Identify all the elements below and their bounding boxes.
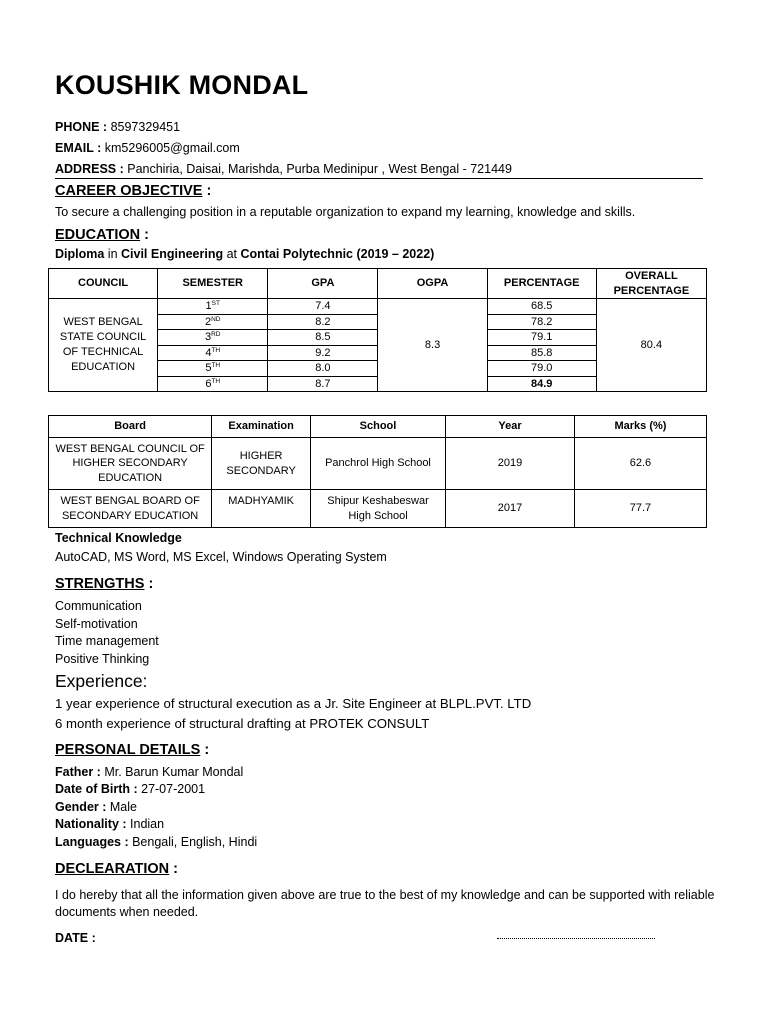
percentage-cell: 85.8 (487, 345, 596, 361)
diploma-table (48, 268, 707, 392)
ogpa-cell: 8.3 (378, 299, 487, 392)
percentage-cell: 79.0 (487, 361, 596, 377)
languages-line: Languages : Bengali, English, Hindi (55, 835, 258, 849)
board-cell: WEST BENGAL COUNCIL OF HIGHER SECONDARY EDUCATION (49, 438, 212, 490)
header-overall-percentage: OVERALL PERCENTAGE (596, 269, 706, 299)
header-ogpa: OGPA (378, 269, 487, 299)
declaration-text: I do hereby that all the information given above are true to the best of my knowledge and can be supported with reliable documents when needed. (55, 888, 715, 919)
header-school: School (310, 416, 445, 438)
nationality-line: Nationality : Indian (55, 817, 165, 831)
diploma-line: Diploma in Civil Engineering at Contai Polytechnic (2019 – 2022) (55, 247, 435, 261)
gpa-cell: 8.7 (268, 376, 378, 392)
header-semester: SEMESTER (158, 269, 268, 299)
address-line (55, 162, 512, 176)
percentage-cell: 68.5 (487, 299, 596, 315)
declaration-heading: DECLEARATION : (55, 861, 178, 877)
header-divider (55, 178, 703, 179)
list-item: Time management (55, 634, 159, 648)
date-label: DATE : (55, 931, 96, 945)
header-marks: Marks (%) (574, 416, 706, 438)
year-cell: 2017 (446, 490, 575, 528)
year-cell: 2019 (446, 438, 575, 490)
technical-knowledge-text: AutoCAD, MS Word, MS Excel, Windows Operating System (55, 550, 387, 564)
percentage-cell: 79.1 (487, 330, 596, 346)
personal-details-heading: PERSONAL DETAILS : (55, 742, 210, 758)
semester-cell: 4TH (158, 345, 268, 361)
semester-cell: 2ND (158, 314, 268, 330)
email-line (55, 141, 240, 155)
signature-line (497, 938, 655, 939)
header-year: Year (446, 416, 575, 438)
school-cell: Panchrol High School (310, 438, 445, 490)
gpa-cell: 7.4 (268, 299, 378, 315)
phone-label: PHONE : (55, 120, 108, 134)
table-row (49, 438, 707, 490)
phone-line (55, 120, 180, 134)
gpa-cell: 8.5 (268, 330, 378, 346)
father-line: Father : Mr. Barun Kumar Mondal (55, 765, 244, 779)
table-row (49, 299, 707, 315)
school-table-header (49, 416, 707, 438)
email-label: EMAIL : (55, 141, 102, 155)
gender-line: Gender : Male (55, 800, 137, 814)
school-table (48, 415, 707, 528)
header-percentage: PERCENTAGE (487, 269, 596, 299)
semester-cell: 5TH (158, 361, 268, 377)
gpa-cell: 9.2 (268, 345, 378, 361)
list-item: 6 month experience of structural drafting at PROTEK CONSULT (55, 716, 430, 731)
address-value: Panchiria, Daisai, Marishda, Purba Medinipur , West Bengal - 721449 (123, 162, 512, 176)
education-heading: EDUCATION : (55, 227, 149, 243)
exam-cell: HIGHER SECONDARY (212, 438, 311, 490)
exam-cell: MADHYAMIK (212, 490, 311, 528)
board-cell: WEST BENGAL BOARD OF SECONDARY EDUCATION (49, 490, 212, 528)
list-item: Positive Thinking (55, 652, 150, 666)
experience-heading: Experience: (55, 671, 148, 691)
header-board: Board (49, 416, 212, 438)
diploma-table-header (49, 269, 707, 299)
list-item: Communication (55, 599, 142, 613)
percentage-cell: 78.2 (487, 314, 596, 330)
list-item: 1 year experience of structural execution as a Jr. Site Engineer at BLPL.PVT. LTD (55, 696, 532, 711)
semester-cell: 6TH (158, 376, 268, 392)
list-item: Self-motivation (55, 617, 138, 631)
technical-knowledge-heading: Technical Knowledge (55, 531, 182, 545)
strengths-heading: STRENGTHS : (55, 576, 154, 592)
semester-cell: 1ST (158, 299, 268, 315)
address-label: ADDRESS : (55, 162, 124, 176)
phone-value: 8597329451 (107, 120, 181, 134)
marks-cell: 62.6 (574, 438, 706, 490)
marks-cell: 77.7 (574, 490, 706, 528)
email-value: km5296005@gmail.com (101, 141, 240, 155)
overall-percentage-cell: 80.4 (596, 299, 706, 392)
table-row (49, 490, 707, 528)
career-objective-text: To secure a challenging position in a reputable organization to expand my learning, knowledge and skills. (55, 205, 636, 219)
council-cell: WEST BENGAL STATE COUNCIL OF TECHNICAL EDUCATION (49, 299, 158, 392)
header-gpa: GPA (268, 269, 378, 299)
school-cell: Shipur Keshabeswar High School (310, 490, 445, 528)
header-council: COUNCIL (49, 269, 158, 299)
percentage-cell: 84.9 (487, 376, 596, 392)
gpa-cell: 8.2 (268, 314, 378, 330)
header-examination: Examination (212, 416, 311, 438)
candidate-name: KOUSHIK MONDAL (55, 70, 309, 100)
gpa-cell: 8.0 (268, 361, 378, 377)
career-objective-heading: CAREER OBJECTIVE : (55, 183, 212, 199)
semester-cell: 3RD (158, 330, 268, 346)
dob-line: Date of Birth : 27-07-2001 (55, 782, 206, 796)
